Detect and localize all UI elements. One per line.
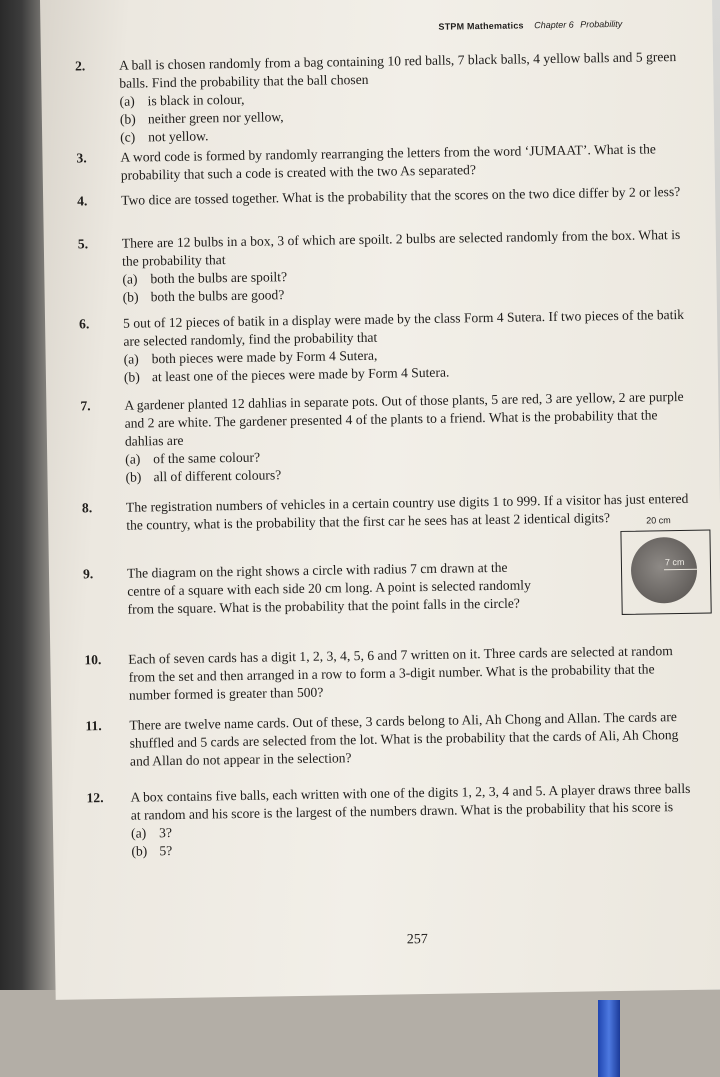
blue-object [598, 1000, 620, 1077]
question-number: 10. [84, 652, 102, 668]
question-text: Two dice are tossed together. What is the probability that the scores on the two dice differ by 2 or less? [121, 183, 681, 208]
question-text: The diagram on the right shows a circle with radius 7 cm drawn at the centre of a square with each side 20 cm long. A point is selected randomly from the square. What is the probability that the point falls in the circle? [126, 559, 531, 617]
question-3 [76, 140, 686, 186]
textbook-page [40, 0, 720, 1000]
question-6 [79, 306, 690, 388]
part-label: (b) [123, 369, 140, 385]
running-header [438, 19, 622, 32]
question-text: There are twelve name cards. Out of these, 3 cards belong to Ali, Ah Chong and Allan. The cards are shuffled and 5 cards are selected from the lot. What is the probability that the cards of Ali, Ah Chong and Allan do not appear in the selection? [129, 709, 679, 769]
part-text: not yellow. [148, 128, 209, 145]
part-label: (a) [125, 451, 141, 467]
chapter-label: Chapter 6 [534, 19, 574, 31]
question-text: A ball is chosen randomly from a bag containing 10 red balls, 7 black balls, 4 yellow balls and 5 green balls. Find the probability that the ball chosen [118, 49, 677, 91]
part-text: both the bulbs are spoilt? [150, 269, 288, 287]
question-9 [83, 558, 534, 619]
question-8 [82, 490, 692, 536]
part-text: at least one of the pieces were made by Form 4 Sutera. [151, 364, 450, 385]
question-text: The registration numbers of vehicles in a certain country use digits 1 to 999. If a visitor has just entered the country, what is the probability that the first car he sees has at least 2 identical digits? [125, 490, 689, 533]
book-title: STPM Mathematics [438, 20, 524, 32]
question-number: 2. [74, 58, 86, 74]
question-4 [77, 183, 687, 211]
question-number: 11. [85, 718, 102, 734]
part-label: (a) [123, 351, 139, 367]
part-label: (b) [131, 843, 148, 859]
question-text: 5 out of 12 pieces of batik in a display were made by the class Form 4 Sutera. If two pieces of the batik are selected randomly, find the probability that [122, 306, 685, 349]
part-text: all of different colours? [153, 467, 282, 485]
question-text: A gardener planted 12 dahlias in separate pots. Out of those plants, 5 are red, 3 are yellow, 2 are purple and 2 are white. The gardener presented 4 of the plants to a friend. What is the probability that the dahlias are [124, 388, 684, 449]
question-text: There are 12 bulbs in a box, 3 of which are spoilt. 2 bulbs are selected randomly from the box. What is the probability that [121, 226, 681, 269]
part-label: (b) [125, 469, 142, 485]
part-label: (a) [122, 271, 138, 287]
question-number: 7. [80, 398, 91, 414]
question-text: A word code is formed by randomly rearranging the letters from the word ‘JUMAAT’. What is the probability that such a code is created with the two As separated? [120, 141, 656, 183]
part-label: (b) [119, 111, 136, 127]
part-text: both pieces were made by Form 4 Sutera, [151, 347, 378, 367]
question-number: 8. [81, 500, 93, 516]
question-10 [84, 642, 695, 706]
part-label: (a) [130, 825, 147, 841]
part-text: 3? [158, 825, 173, 841]
question-5 [78, 226, 689, 308]
question-7 [80, 388, 691, 488]
question-text: A box contains five balls, each written with one of the digits 1, 2, 3, 4 and 5. A player draws three balls at random and his score is the largest of the numbers drawn. What is the probability that his score is [130, 780, 691, 823]
part-text: of the same colour? [153, 449, 261, 467]
part-label: (c) [120, 129, 136, 145]
question-12 [86, 780, 697, 862]
part-text: both the bulbs are good? [150, 287, 285, 305]
topic-label: Probability [580, 18, 623, 30]
question-number: 12. [86, 790, 104, 806]
part-text: neither green nor yellow, [147, 109, 284, 127]
question-11 [85, 708, 696, 772]
question-number: 4. [77, 193, 88, 209]
question-2 [75, 48, 686, 148]
part-label: (a) [119, 93, 135, 109]
part-text: 5? [159, 843, 173, 859]
radius-label: 7 cm [664, 556, 685, 568]
question-number: 6. [78, 316, 90, 332]
square-side-label: 20 cm [646, 515, 671, 526]
part-label: (b) [122, 289, 139, 305]
page-number: 257 [406, 932, 428, 948]
question-number: 3. [76, 150, 87, 166]
question-text: Each of seven cards has a digit 1, 2, 3, 4, 5, 6 and 7 written on it. Three cards are selected at random from the set and then arranged in a row to form a 3-digit number. What is the probability that the number formed is greater than 500? [128, 643, 673, 703]
part-text: is black in colour, [147, 91, 245, 109]
question-number: 5. [77, 236, 89, 252]
question-number: 9. [82, 566, 94, 582]
